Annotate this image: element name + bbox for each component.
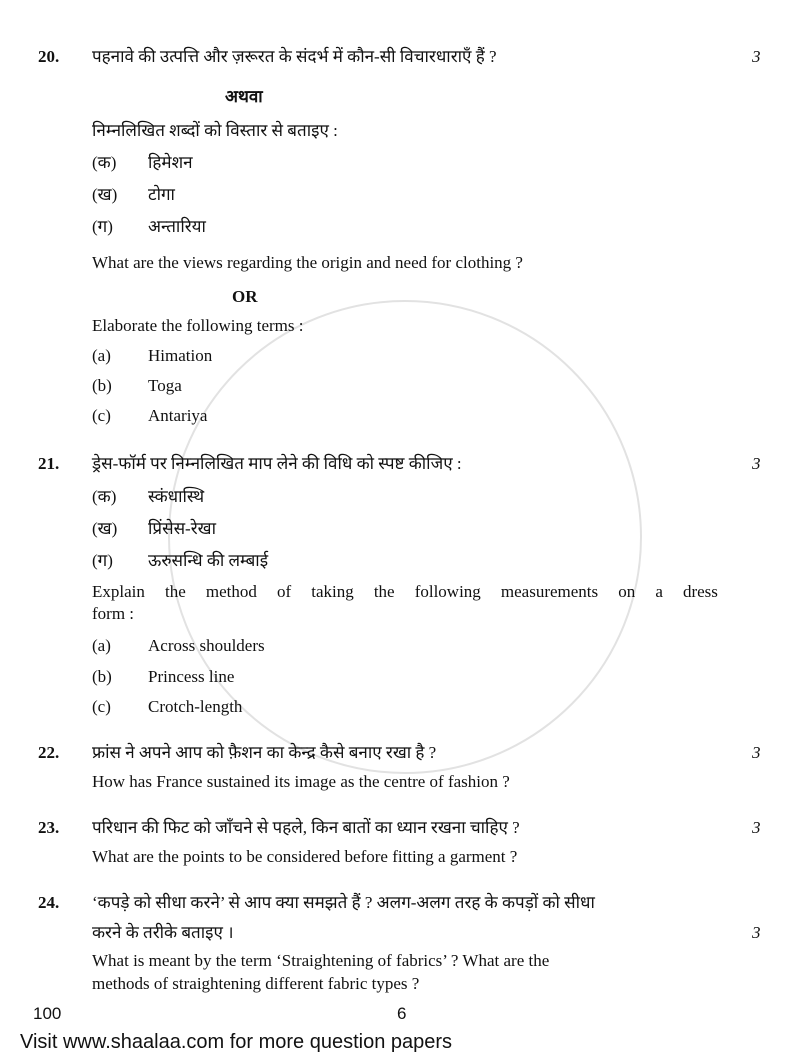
- question-text-hindi-line1: ‘कपड़े को सीधा करने’ से आप क्या समझते हैं ? अलग-अलग तरह के कपड़ों को सीधा: [92, 893, 595, 912]
- word: the: [164, 582, 186, 601]
- word: measurements: [500, 582, 599, 601]
- option-text: Princess line: [148, 667, 235, 686]
- option-label: (a): [92, 636, 111, 655]
- option-text: Crotch-length: [148, 697, 243, 716]
- option-text: Himation: [148, 346, 213, 365]
- option-label: (ख): [92, 185, 118, 204]
- word: taking: [311, 582, 354, 601]
- word: following: [414, 582, 481, 601]
- option-text: स्कंधास्थि: [148, 487, 205, 506]
- option-text: अन्तारिया: [148, 217, 206, 236]
- question-text-english: What are the views regarding the origin and need for clothing ?: [92, 253, 523, 272]
- question-number: 24.: [38, 893, 60, 912]
- option-label: (ग): [92, 217, 113, 236]
- word: dress: [682, 582, 718, 601]
- option-label: (ख): [92, 519, 118, 538]
- option-text: Antariya: [148, 406, 208, 425]
- marks: 3: [752, 454, 761, 473]
- marks: 3: [752, 743, 761, 762]
- option-label: (b): [92, 376, 112, 395]
- paper-code: 100: [33, 1004, 62, 1023]
- option-label: (क): [92, 487, 117, 506]
- option-label: (c): [92, 697, 111, 716]
- or-hindi: अथवा: [225, 87, 263, 106]
- option-text: टोगा: [148, 185, 175, 204]
- question-text-english-line1: [92, 582, 718, 602]
- question-text-english-line1: What is meant by the term ‘Straightening of fabrics’ ? What are the: [92, 951, 550, 970]
- question-number: 20.: [38, 47, 60, 66]
- word: of: [276, 582, 292, 601]
- promo-link[interactable]: Visit www.shaalaa.com for more question papers: [20, 1031, 453, 1053]
- alt-question-english: Elaborate the following terms :: [92, 316, 304, 335]
- question-text-hindi-line2: करने के तरीके बताइए ।: [92, 923, 234, 942]
- question-text-hindi: ड्रेस-फॉर्म पर निम्नलिखित माप लेने की विधि को स्पष्ट कीजिए :: [92, 454, 462, 473]
- option-label: (a): [92, 346, 111, 365]
- question-text-english: What are the points to be considered before fitting a garment ?: [92, 847, 518, 866]
- option-label: (क): [92, 153, 117, 172]
- option-text: हिमेशन: [148, 153, 193, 172]
- marks: 3: [752, 818, 761, 837]
- marks: 3: [752, 923, 761, 942]
- word: a: [655, 582, 663, 601]
- question-number: 21.: [38, 454, 60, 473]
- word: method: [205, 582, 257, 601]
- option-text: ऊरुसन्धि की लम्बाई: [148, 551, 269, 570]
- question-text-hindi: फ्रांस ने अपने आप को फ़ैशन का केन्द्र कैसे बनाए रखा है ?: [92, 743, 437, 762]
- page-number: 6: [397, 1004, 407, 1023]
- option-text: Toga: [148, 376, 182, 395]
- question-number: 22.: [38, 743, 60, 762]
- word: Explain: [92, 582, 145, 601]
- word: the: [373, 582, 395, 601]
- question-text-hindi: पहनावे की उत्पत्ति और ज़रूरत के संदर्भ में कौन-सी विचारधाराएँ हैं ?: [92, 47, 497, 66]
- option-text: प्रिंसेस-रेखा: [148, 519, 216, 538]
- question-number: 23.: [38, 818, 60, 837]
- question-text-english: How has France sustained its image as the centre of fashion ?: [92, 772, 510, 791]
- question-text-english-line2: methods of straightening different fabric types ?: [92, 974, 420, 993]
- option-label: (ग): [92, 551, 113, 570]
- option-label: (c): [92, 406, 111, 425]
- option-label: (b): [92, 667, 112, 686]
- word: on: [618, 582, 636, 601]
- question-text-hindi: परिधान की फिट को जाँचने से पहले, किन बातों का ध्यान रखना चाहिए ?: [92, 818, 520, 837]
- alt-question-hindi: निम्नलिखित शब्दों को विस्तार से बताइए :: [92, 121, 338, 140]
- marks: 3: [752, 47, 761, 66]
- option-text: Across shoulders: [148, 636, 265, 655]
- or-english: OR: [232, 287, 258, 306]
- question-text-english-line2: form :: [92, 604, 135, 623]
